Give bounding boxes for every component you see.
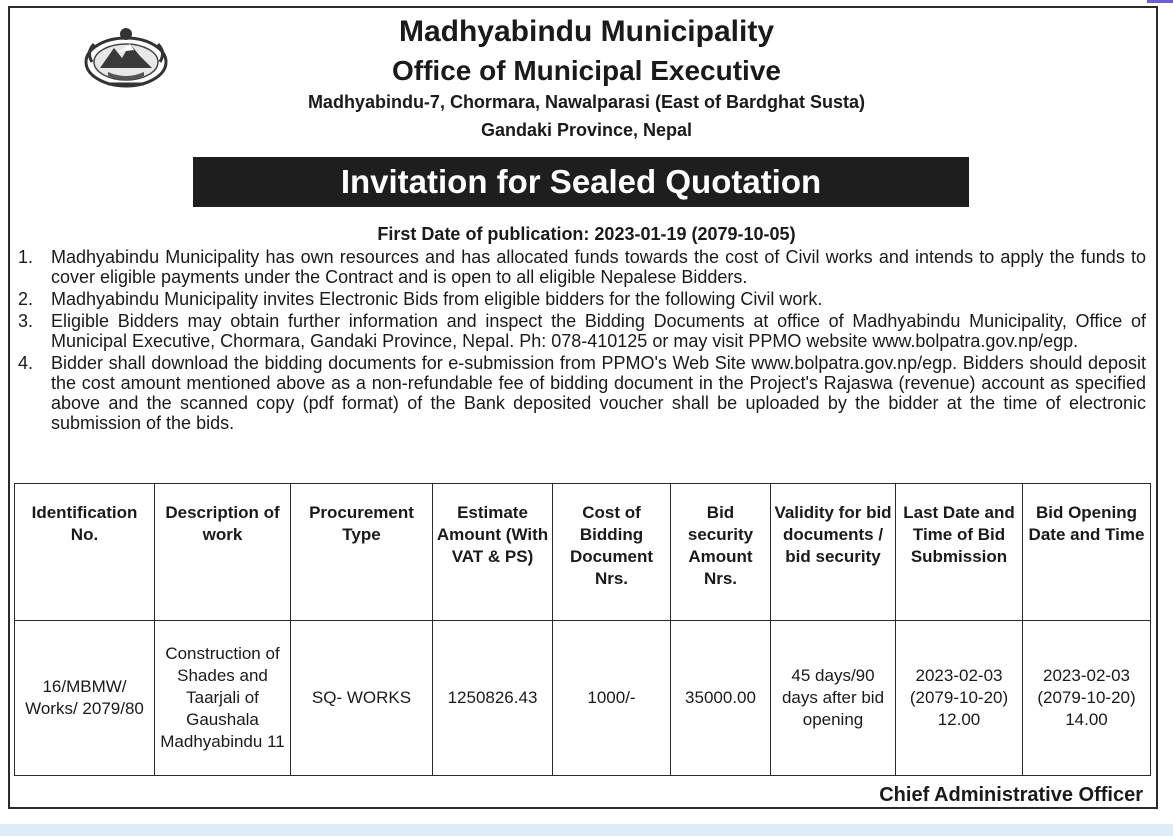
clause-number: 1. [18, 247, 34, 267]
clause-number: 3. [18, 311, 34, 331]
col-header-opening-date: Bid Opening Date and Time [1023, 484, 1151, 621]
clause-3 [18, 311, 1146, 351]
clause-number: 4. [18, 353, 34, 373]
office-name: Office of Municipal Executive [392, 55, 781, 86]
notice-clauses [18, 247, 1146, 435]
table-header-row [15, 484, 1151, 621]
signatory-title: Chief Administrative Officer [879, 784, 1143, 806]
clause-text: Bidder shall download the bidding documents for e-submission from PPMO's Web Site www.bolpatra.gov.np/egp. Bidders should deposit the cost amount mentioned above as a non-refundable fee of bidding document in the Project's Rajaswa (revenue) account as specified above and the scanned copy (pdf format) of the Bank deposited voucher shall be uploaded by the bidder at the time of electronic submission of the bids. [51, 353, 1146, 433]
clause-2 [18, 289, 1146, 309]
clause-text: Eligible Bidders may obtain further information and inspect the Bidding Documents at office of Madhyabindu Municipality, Office of Municipal Executive, Chormara, Gandaki Province, Nepal. Ph: 078-410125 or may visit PPMO website www.bolpatra.gov.np/egp. [51, 311, 1146, 351]
clause-text: Madhyabindu Municipality has own resources and has allocated funds towards the cost of Civil works and intends to apply the funds to cover eligible payments under the Contract and is open to all eligible Nepalese Bidders. [51, 247, 1146, 287]
cell-description: Construction of Shades and Taarjali of Gaushala Madhyabindu 11 [155, 621, 291, 776]
corner-accent [1147, 0, 1173, 3]
notice-title-banner: Invitation for Sealed Quotation [193, 157, 969, 207]
cell-identification: 16/MBMW/ Works/ 2079/80 [15, 621, 155, 776]
cell-document-cost: 1000/- [553, 621, 671, 776]
clause-text: Madhyabindu Municipality invites Electronic Bids from eligible bidders for the following Civil work. [51, 289, 823, 309]
cell-opening-date: 2023-02-03 (2079-10-20) 14.00 [1023, 621, 1151, 776]
clause-number: 2. [18, 289, 34, 309]
col-header-validity: Validity for bid documents / bid security [771, 484, 896, 621]
cell-procurement-type: SQ- WORKS [291, 621, 433, 776]
col-header-last-date: Last Date and Time of Bid Submission [896, 484, 1023, 621]
cell-validity: 45 days/90 days after bid opening [771, 621, 896, 776]
cell-bid-security: 35000.00 [671, 621, 771, 776]
cell-estimate-amount: 1250826.43 [433, 621, 553, 776]
table-row [15, 621, 1151, 776]
municipality-name: Madhyabindu Municipality [398, 15, 774, 48]
publication-date: First Date of publication: 2023-01-19 (2079-10-05) [377, 224, 796, 244]
col-header-procurement-type: Procurement Type [291, 484, 433, 621]
col-header-identification: Identification No. [15, 484, 155, 621]
col-header-estimate-amount: Estimate Amount (With VAT & PS) [433, 484, 553, 621]
clause-1 [18, 247, 1146, 287]
province-line: Gandaki Province, Nepal [480, 120, 693, 140]
bottom-strip [0, 824, 1173, 836]
office-address: Madhyabindu-7, Chormara, Nawalparasi (East of Bardghat Susta) [307, 92, 866, 112]
cell-last-date: 2023-02-03 (2079-10-20) 12.00 [896, 621, 1023, 776]
col-header-document-cost: Cost of Bidding Document Nrs. [553, 484, 671, 621]
bid-details-table [14, 483, 1151, 776]
clause-4 [18, 353, 1146, 433]
col-header-bid-security: Bid security Amount Nrs. [671, 484, 771, 621]
col-header-description: Description of work [155, 484, 291, 621]
